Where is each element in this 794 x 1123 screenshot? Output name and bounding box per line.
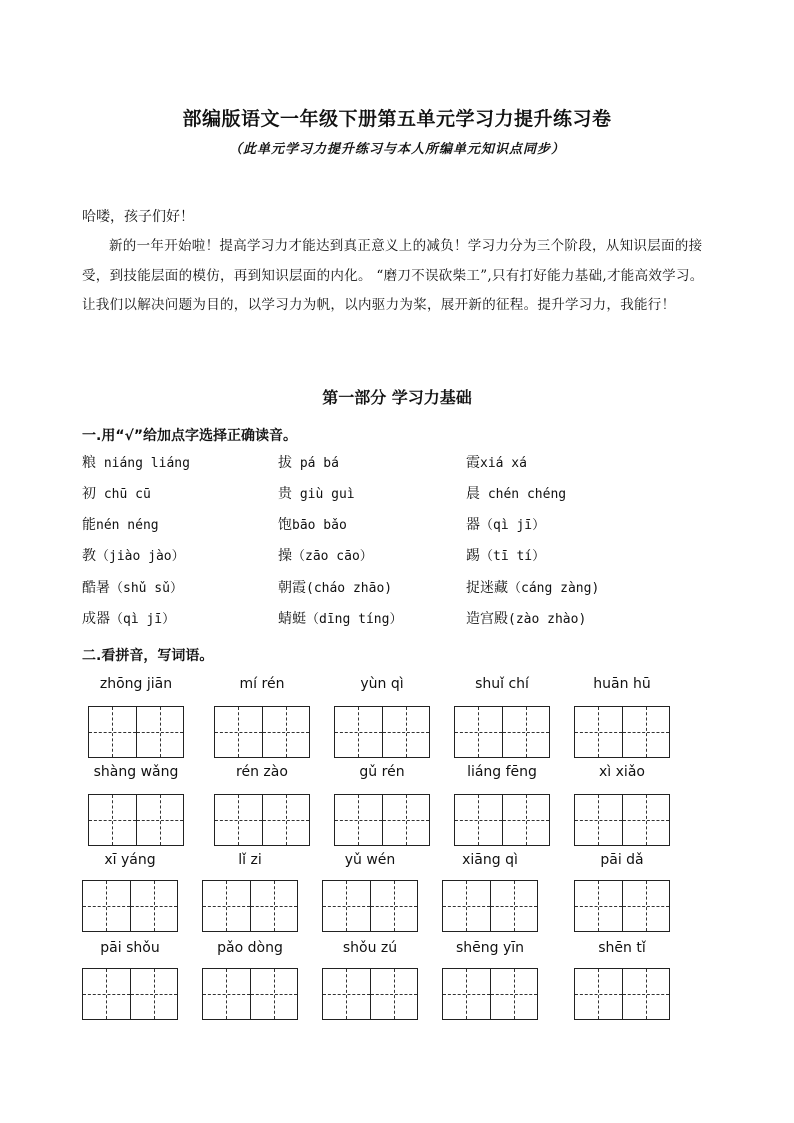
pinyin-prompt: zhōng jiān — [99, 676, 173, 692]
pinyin-prompt: shàng wǎng — [93, 764, 179, 780]
pronunciation-item — [466, 514, 545, 534]
pinyin-prompt: xì xiǎo — [599, 764, 645, 780]
pronunciation-word: 教 — [82, 548, 96, 564]
pronunciation-item — [82, 545, 185, 565]
writing-cell[interactable] — [575, 969, 622, 1019]
pronunciation-options: pá bá — [292, 456, 339, 471]
writing-cell[interactable] — [262, 795, 310, 845]
writing-box[interactable] — [574, 706, 670, 758]
pronunciation-word: 贵 — [278, 486, 292, 502]
pronunciation-item — [466, 577, 599, 597]
writing-cell[interactable] — [622, 795, 670, 845]
pronunciation-item — [466, 608, 586, 628]
writing-cell[interactable] — [455, 795, 502, 845]
pronunciation-word: 饱 — [278, 517, 292, 533]
writing-cell[interactable] — [130, 969, 178, 1019]
pronunciation-word: 初 — [82, 486, 96, 502]
writing-cell[interactable] — [622, 881, 670, 931]
pinyin-prompt: lǐ zi — [238, 852, 262, 868]
writing-cell[interactable] — [502, 707, 550, 757]
pronunciation-options: （zāo cāo） — [292, 549, 373, 564]
writing-box[interactable] — [82, 880, 178, 932]
writing-cell[interactable] — [262, 707, 310, 757]
pronunciation-options: （cáng zàng) — [508, 581, 600, 596]
pronunciation-item — [82, 483, 151, 503]
pinyin-prompt: pāi shǒu — [100, 940, 160, 956]
pinyin-prompt: shēn tǐ — [598, 940, 646, 956]
pronunciation-item — [466, 483, 566, 503]
writing-cell[interactable] — [83, 969, 130, 1019]
writing-box[interactable] — [574, 880, 670, 932]
pronunciation-item — [82, 514, 159, 534]
pronunciation-word: 造宫殿 — [466, 611, 508, 627]
pinyin-prompt: xī yáng — [104, 852, 156, 868]
writing-cell[interactable] — [136, 707, 184, 757]
pronunciation-options: chū cū — [96, 487, 151, 502]
pronunciation-item — [278, 577, 392, 597]
writing-box[interactable] — [82, 968, 178, 1020]
page-subtitle: （此单元学习力提升练习与本人所编单元知识点同步） — [228, 142, 565, 157]
pronunciation-options: (zào zhào) — [508, 612, 587, 627]
writing-box[interactable] — [574, 968, 670, 1020]
writing-cell[interactable] — [575, 795, 622, 845]
writing-box[interactable] — [442, 880, 538, 932]
pinyin-prompt: pǎo dòng — [217, 940, 283, 956]
pronunciation-options: xiá xá — [480, 456, 527, 471]
writing-cell[interactable] — [203, 881, 250, 931]
intro-paragraph: 新的一年开始啦！提高学习力才能达到真正意义上的减负！学习力分为三个阶段，从知识层面的接受，到技能层面的模仿，再到知识层面的内化。 “磨刀不误砍柴工”,只有打好能力基础,才能高效学习。让我们以解决问题为目的，以学习力为帆，以内驱力为桨，展开新的征程。提升学习力，我能行！ — [82, 238, 704, 313]
pronunciation-item — [278, 483, 355, 503]
pronunciation-word: 晨 — [466, 486, 480, 502]
writing-box[interactable] — [322, 968, 418, 1020]
pronunciation-item — [82, 452, 190, 472]
pronunciation-item — [278, 545, 373, 565]
writing-cell[interactable] — [443, 969, 490, 1019]
writing-cell[interactable] — [382, 795, 430, 845]
pronunciation-options: （shǔ sǔ） — [110, 581, 183, 596]
pinyin-prompt: yùn qì — [360, 676, 404, 692]
pronunciation-item — [278, 608, 402, 628]
writing-cell[interactable] — [502, 795, 550, 845]
writing-cell[interactable] — [323, 969, 370, 1019]
pinyin-prompt: mí rén — [239, 676, 285, 692]
writing-cell[interactable] — [382, 707, 430, 757]
pronunciation-item — [278, 452, 339, 472]
pinyin-prompt: pāi dǎ — [600, 852, 644, 868]
pronunciation-item — [82, 577, 183, 597]
pinyin-prompt: liáng fēng — [467, 764, 537, 780]
greeting: 哈喽，孩子们好！ — [82, 209, 194, 225]
writing-box[interactable] — [88, 706, 184, 758]
pronunciation-options: （qì jī） — [110, 612, 176, 627]
writing-cell[interactable] — [323, 881, 370, 931]
writing-cell[interactable] — [215, 795, 262, 845]
pronunciation-options: （qì jī） — [480, 518, 546, 533]
pronunciation-item — [466, 545, 545, 565]
part-title: 第一部分 学习力基础 — [322, 388, 472, 407]
writing-cell[interactable] — [455, 707, 502, 757]
pronunciation-item — [466, 452, 527, 472]
pronunciation-options: giù guì — [292, 487, 355, 502]
pronunciation-options: nén néng — [96, 518, 159, 533]
writing-cell[interactable] — [370, 881, 418, 931]
writing-cell[interactable] — [215, 707, 262, 757]
pronunciation-options: （jiào jào） — [96, 549, 185, 564]
pronunciation-word: 霞 — [466, 455, 480, 471]
page-title: 部编版语文一年级下册第五单元学习力提升练习卷 — [182, 108, 612, 130]
writing-cell[interactable] — [250, 881, 298, 931]
pronunciation-options: (cháo zhāo) — [306, 581, 393, 596]
pronunciation-word: 朝霞 — [278, 580, 306, 596]
pronunciation-options: （dīng tíng） — [306, 612, 403, 627]
writing-box[interactable] — [574, 794, 670, 846]
writing-cell[interactable] — [130, 881, 178, 931]
writing-cell[interactable] — [370, 969, 418, 1019]
pronunciation-word: 能 — [82, 517, 96, 533]
pronunciation-word: 器 — [466, 517, 480, 533]
writing-box[interactable] — [454, 794, 550, 846]
section-title-writing: 二.看拼音，写词语。 — [82, 648, 214, 664]
writing-cell[interactable] — [622, 707, 670, 757]
section-title-pronunciation: 一.用“√”给加点字选择正确读音。 — [82, 428, 298, 444]
pronunciation-word: 拔 — [278, 455, 292, 471]
pronunciation-word: 成器 — [82, 611, 110, 627]
pronunciation-word: 酷暑 — [82, 580, 110, 596]
writing-cell[interactable] — [335, 707, 382, 757]
pronunciation-word: 粮 — [82, 455, 96, 471]
pinyin-prompt: gǔ rén — [359, 764, 405, 780]
pronunciation-options: （tī tí） — [480, 549, 546, 564]
pinyin-prompt: shēng yīn — [455, 940, 525, 956]
pinyin-prompt: yǔ wén — [344, 852, 396, 868]
pronunciation-item — [278, 514, 347, 534]
pinyin-prompt: huān hū — [593, 676, 651, 692]
pinyin-prompt: rén zào — [236, 764, 288, 780]
pinyin-prompt: shuǐ chí — [475, 676, 529, 692]
writing-box[interactable] — [454, 706, 550, 758]
pronunciation-word: 捉迷藏 — [466, 580, 508, 596]
writing-box[interactable] — [202, 880, 298, 932]
pronunciation-options: chén chéng — [480, 487, 567, 502]
writing-box[interactable] — [214, 794, 310, 846]
pronunciation-word: 蜻蜓 — [278, 611, 306, 627]
pronunciation-word: 操 — [278, 548, 292, 564]
writing-cell[interactable] — [490, 881, 538, 931]
writing-cell[interactable] — [136, 795, 184, 845]
pronunciation-options: bāo bǎo — [292, 518, 347, 533]
writing-cell[interactable] — [335, 795, 382, 845]
writing-cell[interactable] — [622, 969, 670, 1019]
writing-box[interactable] — [322, 880, 418, 932]
writing-cell[interactable] — [250, 969, 298, 1019]
writing-cell[interactable] — [89, 707, 136, 757]
writing-cell[interactable] — [575, 707, 622, 757]
pronunciation-item — [82, 608, 175, 628]
writing-cell[interactable] — [575, 881, 622, 931]
pronunciation-word: 踢 — [466, 548, 480, 564]
writing-cell[interactable] — [443, 881, 490, 931]
writing-cell[interactable] — [83, 881, 130, 931]
pronunciation-options: niáng liáng — [96, 456, 190, 471]
writing-box[interactable] — [442, 968, 538, 1020]
writing-box[interactable] — [334, 706, 430, 758]
pinyin-prompt: shǒu zú — [342, 940, 398, 956]
writing-cell[interactable] — [89, 795, 136, 845]
pinyin-prompt: xiāng qì — [462, 852, 518, 868]
writing-box[interactable] — [334, 794, 430, 846]
writing-box[interactable] — [214, 706, 310, 758]
writing-box[interactable] — [88, 794, 184, 846]
writing-cell[interactable] — [203, 969, 250, 1019]
writing-box[interactable] — [202, 968, 298, 1020]
writing-cell[interactable] — [490, 969, 538, 1019]
